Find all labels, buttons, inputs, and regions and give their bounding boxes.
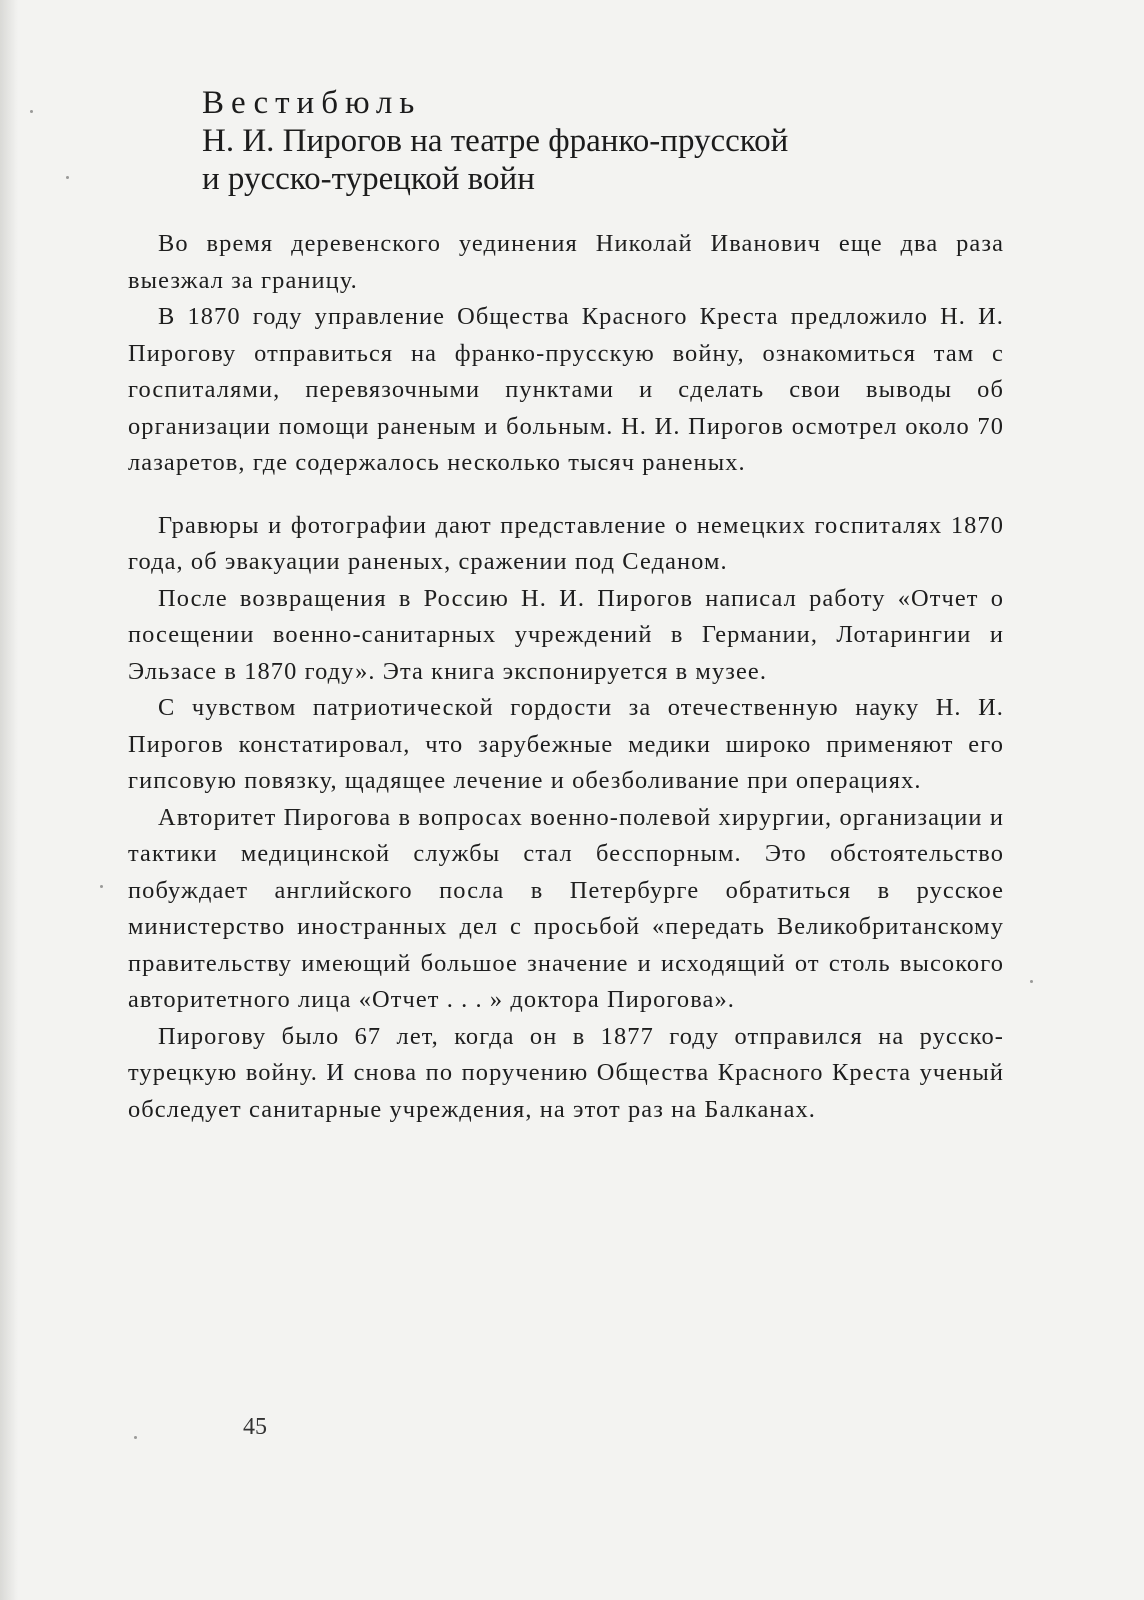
print-speck	[1030, 980, 1033, 983]
print-speck	[134, 1436, 137, 1439]
paragraph: С чувством патриотической гордости за отечественную науку Н. И. Пирогов констатировал, что зарубежные медики широко применяют его гипсовую повязку, щадящее лечение и обезболивание при операциях.	[128, 694, 1004, 794]
chapter-title-line-1: Н. И. Пирогов на театре франко-прусской	[202, 123, 789, 159]
paragraph: После возвращения в Россию Н. И. Пирогов написал работу «Отчет о посещении военно-санитарных учреждений в Германии, Лотарингии и Эльзасе в 1870 году». Эта книга экспонируется в музее.	[128, 584, 1004, 685]
chapter-heading	[202, 84, 1002, 198]
paragraph: Авторитет Пирогова в вопросах военно-полевой хирургии, организации и тактики медицинской службы стал бесспорным. Это обстоятельство побуждает английского посла в Петербурге обратиться в русское министерство иностранных дел с просьбой «передать Великобританскому правительству имеющий большое значение и исходящий от столь высокого авторитетного лица «Отчет . . . » доктора Пирогова».	[128, 803, 1004, 1013]
print-speck	[30, 110, 33, 113]
paragraph: В 1870 году управление Общества Красного Креста предложило Н. И. Пирогову отправиться на франко-прусскую войну, ознакомиться там с госпиталями, перевязочными пунктами и сделать свои выводы об организации помощи раненым и больным. Н. И. Пирогов осмотрел около 70 лазаретов, где содержалось несколько тысяч раненых.	[128, 303, 1004, 476]
paragraph: Гравюры и фотографии дают представление о немецких госпиталях 1870 года, об эвакуации раненых, сражении под Седаном.	[128, 511, 1004, 575]
print-speck	[66, 176, 69, 179]
print-speck	[100, 885, 103, 888]
paragraph: Во время деревенского уединения Николай Иванович еще два раза выезжал за границу.	[128, 230, 1004, 294]
page-edge-shadow	[0, 0, 18, 1600]
page-number: 45	[243, 1414, 267, 1440]
body-text	[128, 226, 1004, 1128]
paragraph: Пирогову было 67 лет, когда он в 1877 году отправился на русско-турецкую войну. И снова по поручению Общества Красного Креста ученый обследует санитарные учреждения, на этот раз на Балканах.	[128, 1022, 1004, 1123]
chapter-title-line-2: и русско-турецкой войн	[202, 161, 535, 197]
section-title: Вестибюль	[202, 85, 422, 121]
